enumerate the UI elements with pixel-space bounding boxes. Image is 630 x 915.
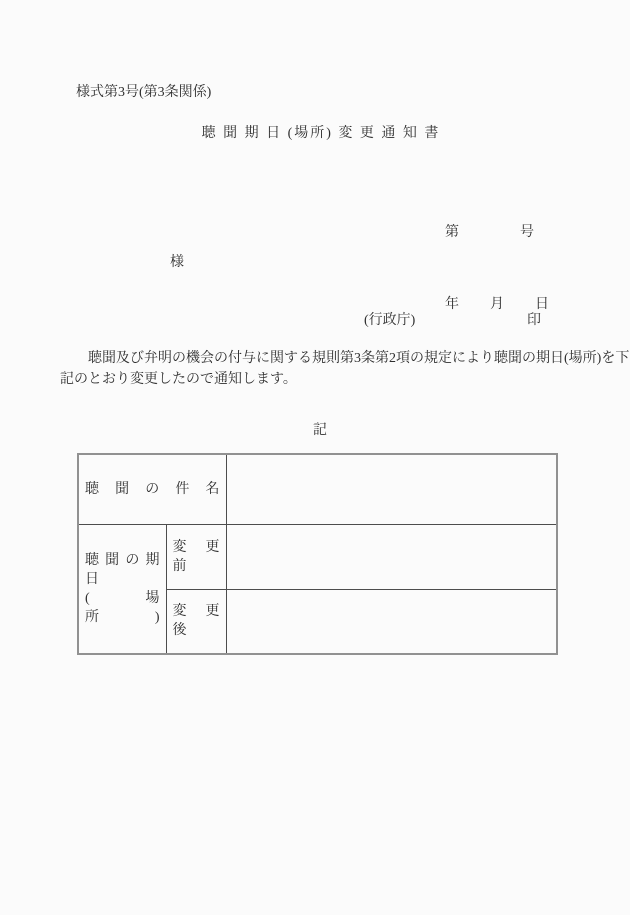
after-change-value [226,589,557,654]
number-date-block [445,173,550,365]
body-paragraph [60,348,630,390]
hearing-table [77,453,558,655]
section-marker-ki: 記 [313,423,327,438]
hearing-case-name-label [78,454,226,524]
body-line-1: 聴聞及び弁明の機会の付与に関する規則第3条第2項の規定により聴聞の期日(場所)を下 [88,351,630,366]
doc-number-line: 第 号 [445,225,535,240]
before-change-label-text: 変 更 前 [172,539,220,574]
hearing-case-name-label-text: 聴 聞 の 件 名 [85,481,220,497]
table-row [78,524,557,589]
seal-label: 印 [527,313,541,328]
after-change-label-text: 変 更 後 [172,604,220,639]
before-change-label [166,524,226,589]
hearing-case-name-value [226,454,557,524]
addressee-honorific: 様 [170,255,184,270]
hearing-date-place-label-line1: 聴 聞 の 期 日 [85,552,160,587]
table-row [78,454,557,524]
body-line-2: 記のとおり変更したので通知します。 [60,372,297,387]
document-title: 聴 聞 期 日 (場所) 変 更 通 知 書 [201,126,441,141]
hearing-date-place-label-line2: (場 所) [85,590,202,625]
before-change-value [226,524,557,589]
agency-label: (行政庁) [364,313,416,328]
date-line: 年 月 日 [445,297,550,312]
form-number-label: 様式第3号(第3条関係) [76,85,212,100]
